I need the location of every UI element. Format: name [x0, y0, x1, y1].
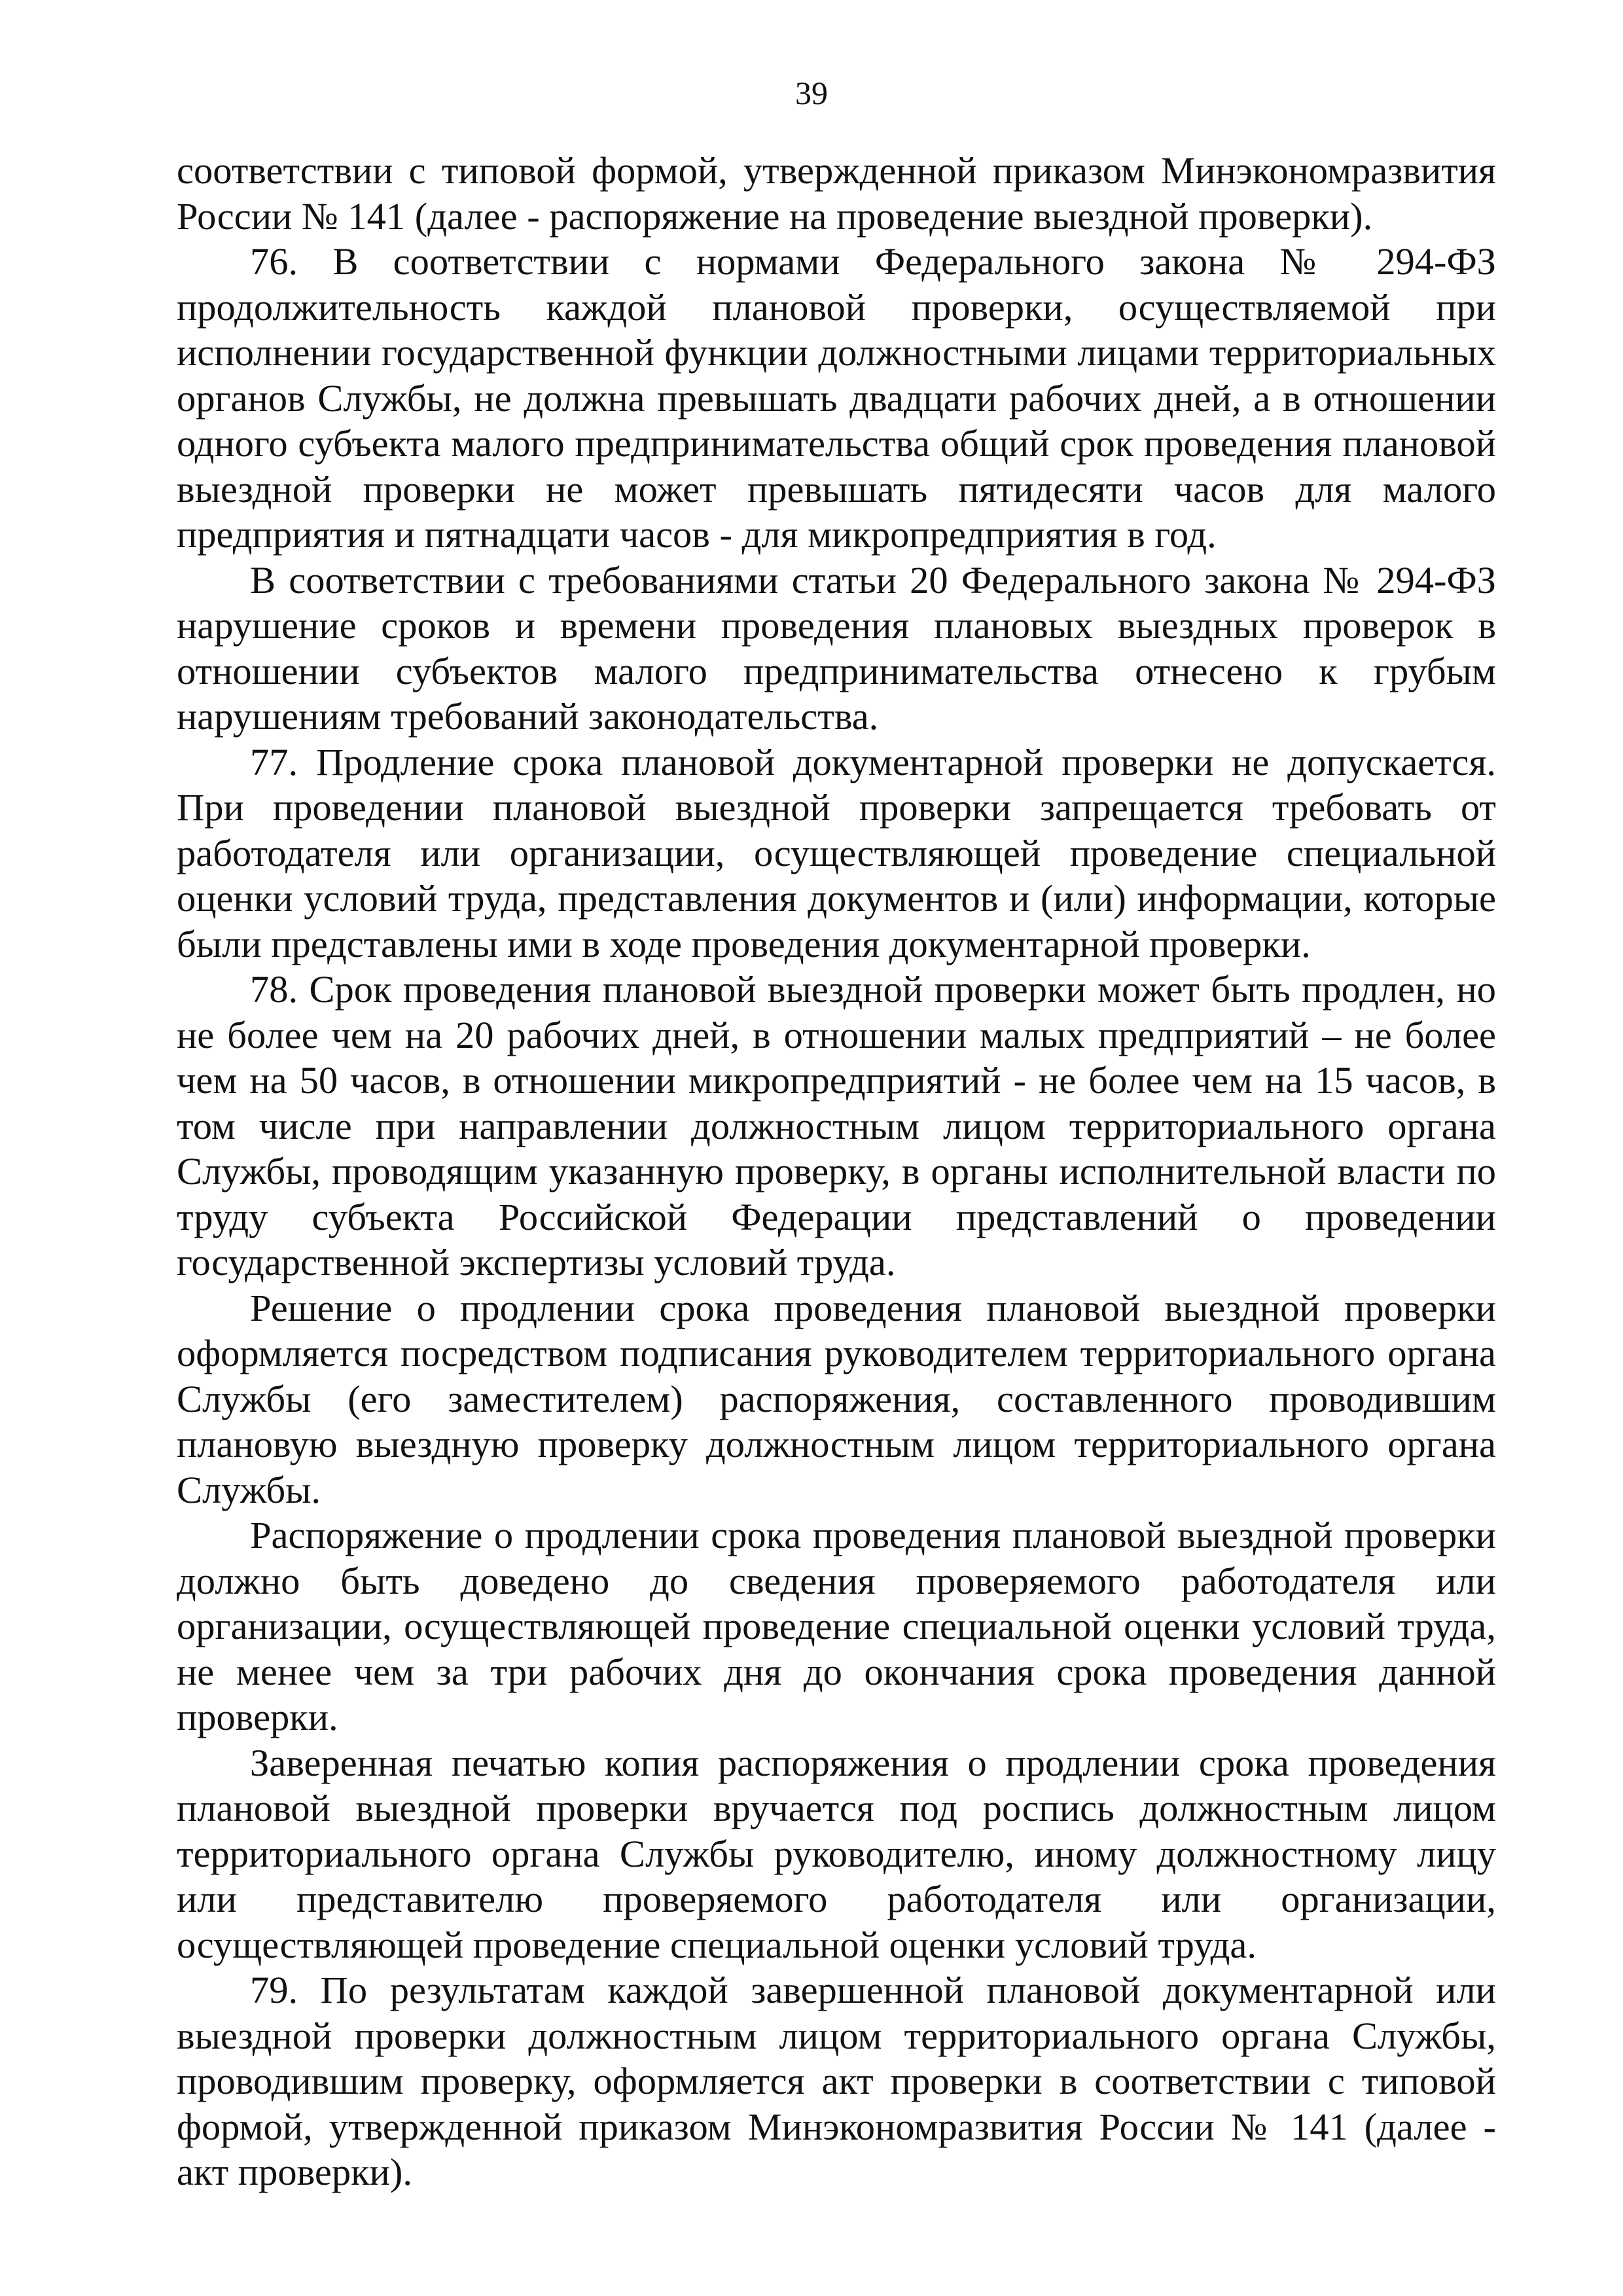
paragraph-item-78-order: Распоряжение о продлении срока проведения плановой выездной проверки должно быть доведено до сведения проверяемого работодателя или организации, осуществляющей проведение специальной оценки условий труда, не менее чем за три рабочих дня до окончания срока проведения данной проверки. — [177, 1514, 1496, 1738]
paragraph-item-76: 76. В соответствии с нормами Федерального закона № 294-ФЗ продолжительность каждой плановой проверки, осуществляемой при исполнении государственной функции должностными лицами территориальных органов Службы, не должна превышать двадцати рабочих дней, а в отношении одного субъекта малого предпринимательства общий срок проведения плановой выездной проверки не может превышать пятидесяти часов для малого предприятия и пятнадцати часов - для микропредприятия в год. — [177, 240, 1496, 556]
paragraph-item-78: 78. Срок проведения плановой выездной проверки может быть продлен, но не более чем на 20 рабочих дней, в отношении малых предприятий – не более чем на 50 часов, в отношении микропредприятий - не более чем на 15 часов, в том числе при направлении должностным лицом территориального органа Службы, проводящим указанную проверку, в органы исполнительной власти по труду субъекта Российской Федерации представлений о проведении государственной экспертизы условий труда. — [177, 968, 1496, 1283]
document-body — [177, 148, 1496, 2195]
paragraph-item-78-copy: Заверенная печатью копия распоряжения о продлении срока проведения плановой выездной проверки вручается под роспись должностным лицом территориального органа Службы руководителю, иному должностному лицу или представителю проверяемого работодателя или организации, осуществляющей проведение специальной оценки условий труда. — [177, 1741, 1496, 1966]
paragraph-continuation: соответствии с типовой формой, утвержденной приказом Минэкономразвития России № 141 (далее - распоряжение на проведение выездной проверки). — [177, 149, 1496, 238]
paragraph-item-79: 79. По результатам каждой завершенной плановой документарной или выездной проверки должностным лицом территориального органа Службы, проводившим проверку, оформляется акт проверки в соответствии с типовой формой, утвержденной приказом Минэкономразвития России № 141 (далее - акт проверки). — [177, 1969, 1496, 2193]
paragraph-item-78-decision: Решение о продлении срока проведения плановой выездной проверки оформляется посредством подписания руководителем территориального органа Службы (его заместителем) распоряжения, составленного проводившим плановую выездную проверку должностным лицом территориального органа Службы. — [177, 1286, 1496, 1511]
paragraph-item-77: 77. Продление срока плановой документарной проверки не допускается. При проведении плановой выездной проверки запрещается требовать от работодателя или организации, осуществляющей проведение специальной оценки условий труда, представления документов и (или) информации, которые были представлены ими в ходе проведения документарной проверки. — [177, 740, 1496, 965]
page-number: 39 — [795, 75, 828, 111]
paragraph-item-76-violations: В соответствии с требованиями статьи 20 Федерального закона № 294-ФЗ нарушение сроков и времени проведения плановых выездных проверок в отношении субъектов малого предпринимательства отнесено к грубым нарушениям требований законодательства. — [177, 558, 1496, 738]
